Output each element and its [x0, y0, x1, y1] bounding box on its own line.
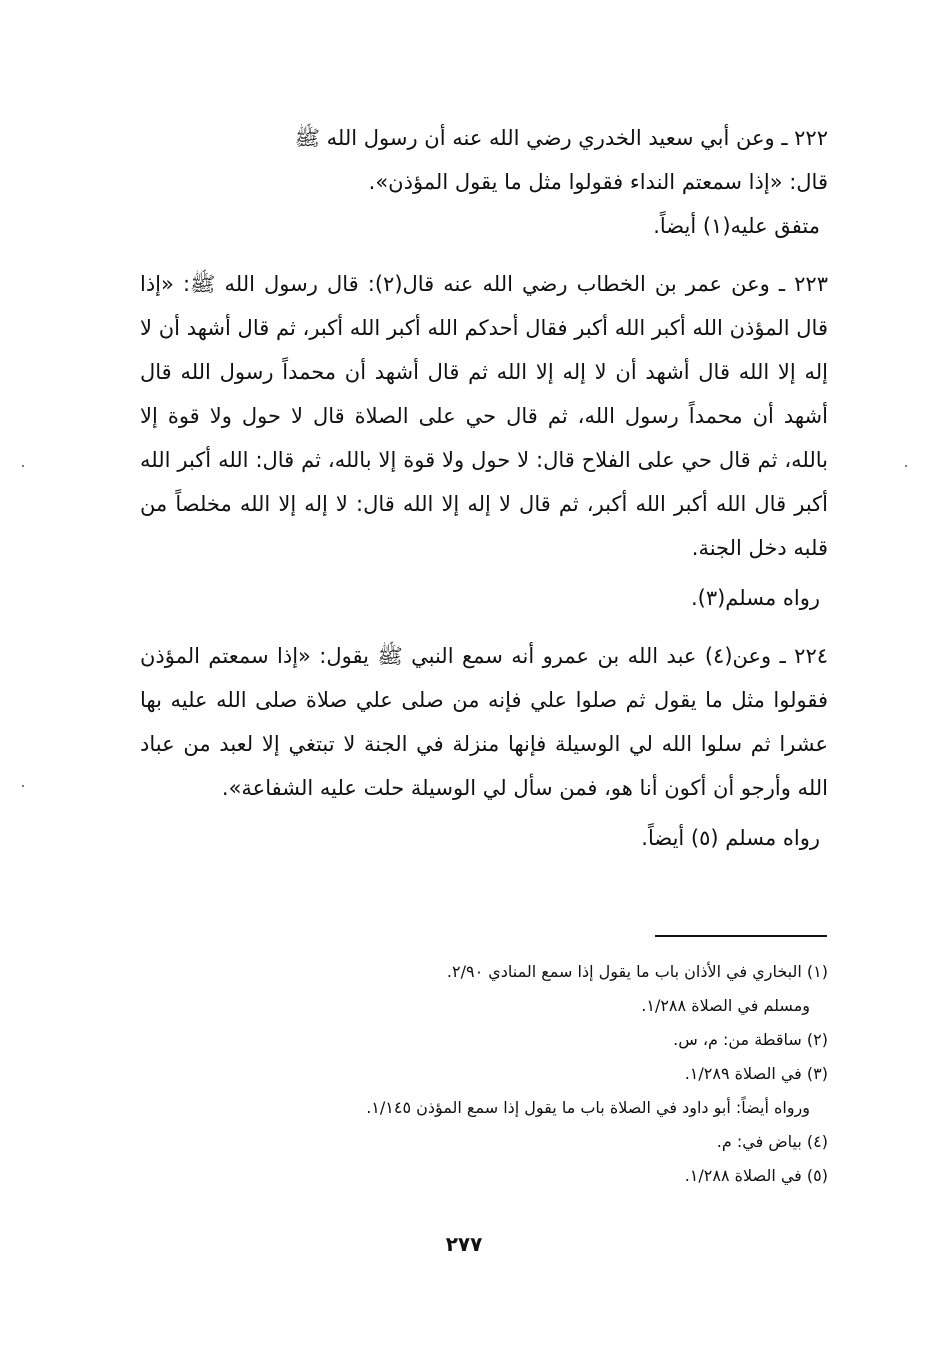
- footnote-4: (٤) بياض في: م.: [716, 1132, 828, 1151]
- page-number: ٢٧٧: [445, 1232, 483, 1256]
- footnote-3-cont: ورواه أيضاً: أبو داود في الصلاة باب ما يقول إذا سمع المؤذن ١/١٤٥.: [366, 1098, 810, 1117]
- hadith-222-line-2: قال: «إذا سمعتم النداء فقولوا مثل ما يقول المؤذن».: [368, 170, 828, 194]
- footnote-2: (٢) ساقطة من: م، س.: [673, 1030, 828, 1049]
- footnote-5: (٥) في الصلاة ١/٢٨٨.: [684, 1166, 828, 1185]
- scan-speck: [905, 465, 907, 467]
- hadith-222-line-1: ٢٢٢ ـ وعن أبي سعيد الخدري رضي الله عنه أن رسول الله ﷺ: [294, 126, 828, 150]
- footnote-3: (٣) في الصلاة ١/٢٨٩.: [684, 1064, 828, 1083]
- hadith-223-source: رواه مسلم(٣).: [690, 586, 820, 610]
- hadith-222-source: متفق عليه(١) أيضاً.: [653, 214, 820, 238]
- hadith-223-text: ٢٢٣ ـ وعن عمر بن الخطاب رضي الله عنه قال(٢): قال رسول الله ﷺ: «إذا قال المؤذن الله أكبر الله أكبر فقال أحدكم الله أكبر الله أكبر، ثم قال أشهد أن لا إله إلا الله قال أشهد أن لا إله إلا الله ثم قال أشهد أن محمداً رسول الله قال أشهد أن محمداً رسول الله، ثم قال حي على الصلاة قال لا حول ولا قوة إلا بالله، ثم قال حي على الفلاح قال: لا حول ولا قوة إلا بالله، ثم قال: الله أكبر الله أكبر قال الله أكبر الله أكبر، ثم قال لا إله إلا الله قال: لا إله إلا الله مخلصاً من قلبه دخل الجنة.: [140, 272, 828, 560]
- footnote-1-cont: ومسلم في الصلاة ١/٢٨٨.: [641, 996, 810, 1015]
- hadith-224-text: ٢٢٤ ـ وعن(٤) عبد الله بن عمرو أنه سمع النبي ﷺ يقول: «إذا سمعتم المؤذن فقولوا مثل ما يقول ثم صلوا علي فإنه من صلى علي صلاة صلى الله عليه بها عشرا ثم سلوا الله لي الوسيلة فإنها منزلة في الجنة لا تبتغي إلا لعبد من عباد الله وأرجو أن أكون أنا هو، فمن سأل لي الوسيلة حلت عليه الشفاعة».: [140, 644, 829, 800]
- scan-speck: [22, 785, 24, 787]
- hadith-224-source: رواه مسلم (٥) أيضاً.: [641, 826, 820, 850]
- footnotes: [140, 955, 828, 1193]
- footnote-separator: [655, 935, 827, 937]
- footnote-1: (١) البخاري في الأذان باب ما يقول إذا سمع المنادي ٢/٩٠.: [446, 962, 828, 981]
- main-text: [140, 116, 828, 860]
- scan-speck: [22, 465, 24, 467]
